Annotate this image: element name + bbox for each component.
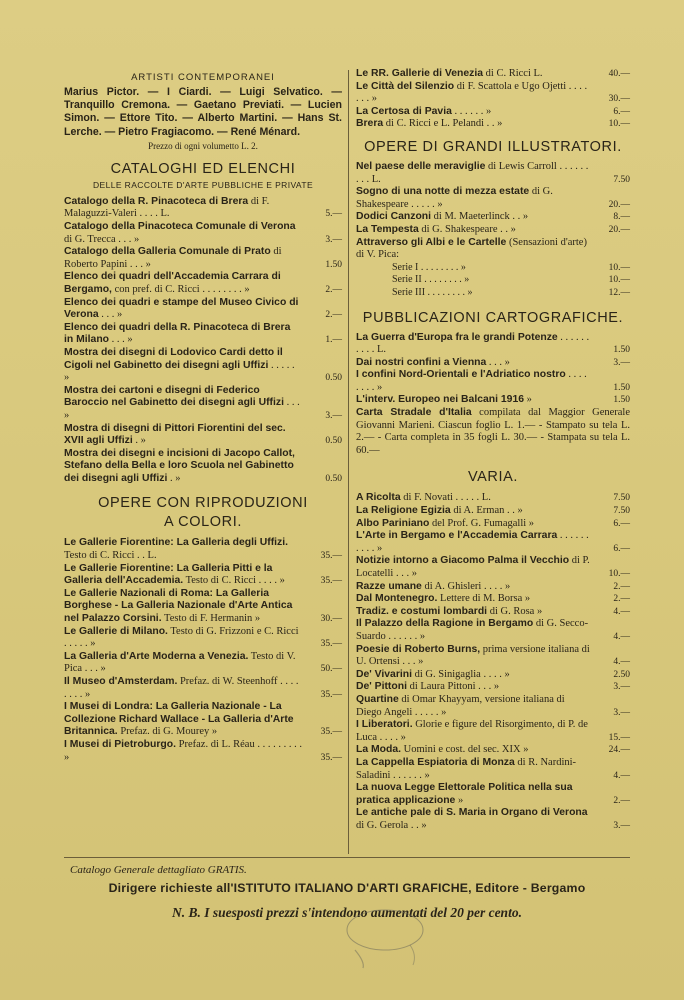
list-item [64,588,342,626]
entry-detail: » [455,794,464,806]
right-top-list [356,68,630,131]
entry-price: 35.— [320,551,342,562]
entry-title: La Cappella Espiatoria di Monza [356,756,515,768]
entry-title: Mostra dei cartoni e disegni di Federico Baroccio nel Gabinetto dei disegni agli Uffizi [64,384,284,409]
entry-price: 3.— [613,682,630,693]
entry-price: 35.— [320,689,342,700]
entry-detail: Glorie e figure del Risorgimento, di P. de Luca . . . . » [356,719,588,743]
entry-title: Razze umane [356,580,422,592]
entry-price: 3.— [325,234,342,245]
list-item [356,518,630,531]
entry-price: 1.50 [613,345,630,356]
entry-price: 5.— [325,209,342,220]
entry-detail: Testo di V. Pica . . . » [64,650,296,675]
entry-title: L'interv. Europeo nei Balcani 1916 [356,394,525,406]
entry-title: Dal Montenegro. [356,593,438,605]
list-item [356,593,630,606]
entry-title: Le Gallerie Fiorentine: La Galleria Pitti e la Galleria dell'Accademia. [64,562,273,587]
entry-price: 4.— [613,631,630,642]
entry-detail: Prefaz. di L. Réau . . . . . . . . . » [64,738,302,763]
entry-detail: Testo di C. Ricci . . . . » [183,575,285,587]
entry-title: A Ricolta [356,492,401,504]
entry-price: 6.— [613,106,630,117]
carta-stradale-title: Carta Stradale d'Italia [356,407,472,419]
list-item [356,530,630,555]
entry-detail: » [524,394,532,406]
list-item [356,492,630,505]
list-item [356,369,630,394]
entry-title: Mostra dei disegni e incisioni di Jacopo Callot, Stefano della Bella e loro Scuola nel Gabinetto dei disegni agli Uffizi [64,447,295,484]
entry-title: Attraverso gli Albi e le Cartelle [356,236,507,248]
list-item [64,221,342,246]
entry-detail: del Prof. G. Fumagalli » [429,517,535,529]
library-stamp [335,900,435,970]
artists-list: Marius Pictor. — I Ciardi. — Luigi Selvatico. — Tranquillo Cremona. — Gaetano Previati. — Lucien Simon. — Ettore Tito. — Alberto Martini. — Hans St. Lerche. — Pietro Fragiacomo. — René Ménard. [64,86,342,138]
entry-price: 3.— [613,707,630,718]
cataloghi-list [64,196,342,486]
entry-title: Sogno di una notte di mezza estate [356,186,530,198]
entry-detail: . . . » [486,356,510,368]
carta-stradale-text: compilata dal Maggior Generale Giovanni Marieni. Ciascun foglio L. 1.— - Stampato su tela L. 2.— - Carta completa in 35 fogli L. 30.— - Stampata su tela L. 60.— [356,407,631,456]
entry-detail: Uomini e cost. del sec. XIX » [401,744,529,756]
entry-detail: . » [132,435,146,447]
carto-heading: PUBBLICAZIONI CARTOGRAFICHE. [362,309,624,326]
entry-title: Le Gallerie di Milano. [64,625,168,637]
entry-price: 40.— [608,69,630,79]
opere-heading-2: A COLORI. [164,514,242,531]
list-item [356,782,630,807]
entry-detail: . . . » [64,397,300,421]
list-item [64,246,342,271]
entry-title: Le Gallerie Fiorentine: La Galleria degli Uffizi. [64,537,289,549]
entry-price: 0.50 [325,473,342,484]
entry-detail: di G. Sinigaglia . . . . » [412,668,510,680]
entry-price: 10.— [608,569,630,579]
entry-detail: di Lewis Carroll . . . . . . . . . L. [356,160,589,185]
entry-detail: Testo di F. Hermanin » [161,613,261,625]
list-item [356,644,630,669]
entry-price: 3.— [325,410,342,421]
entry-price: 30.— [608,94,630,105]
serie-item: Serie I . . . . . . . . » 10.— [392,261,630,273]
entry-price: 2.— [613,581,630,592]
entry-detail: di P. Locatelli . . . » [356,555,590,579]
entry-title: Quartine [356,693,399,705]
entry-detail: con pref. di C. Ricci . . . . . . . . » [111,283,250,295]
entry-price: 8.— [613,212,630,223]
entry-title: Elenco dei quadri e stampe del Museo Civico di Verona [64,296,299,321]
list-item [356,606,630,619]
entry-detail: Lettere di M. Borsa » [437,593,531,605]
list-item [356,106,630,119]
entry-title: Le antiche pale di S. Maria in Organo di Verona [356,807,588,819]
entry-title: Mostra dei disegni di Lodovico Cardi detto il Cigoli nel Gabinetto dei disegni agli Uffizi [64,346,283,371]
entry-price: 1.— [325,335,342,346]
entry-title: Elenco dei quadri della R. Pinacoteca di Brera in Milano [64,321,291,346]
entry-title: Il Museo d'Amsterdam. [64,676,178,687]
entry-title: Catalogo della R. Pinacoteca di Brera [64,195,249,207]
list-item [356,211,630,224]
entry-title: Le Gallerie Nazionali di Roma: La Galleria Borghese - La Galleria Nazionale d'Arte Antica nel Palazzo Corsini. [64,587,293,625]
entry-price: 24.— [608,745,630,756]
list-item [356,807,630,832]
list-item [356,186,630,211]
entry-detail: di R. Nardini-Saladini . . . . . . » [356,756,577,781]
entry-title: La Tempesta [356,223,419,235]
entry-title: I Musei di Londra: La Galleria Nazionale - La Collezione Richard Wallace - La Galleria d'Arte Britannica. [64,701,294,738]
entry-price: 35.— [320,576,342,587]
list-item [64,626,342,651]
right-column [356,68,630,832]
entry-title: Mostra di disegni di Pittori Fiorentini del sec. XVII agli Uffizi [64,422,286,447]
entry-price: 30.— [320,614,342,625]
carta-stradale-entry [356,407,630,457]
entry-title: Dai nostri confini a Vienna [356,356,487,368]
entry-detail: di A. Erman . . » [450,505,523,517]
entry-price: 1.50 [613,395,630,406]
entry-detail: Testo di C. Ricci . . L. [64,550,157,562]
footer-divider [64,857,630,858]
entry-title: Notizie intorno a Giacomo Palma il Vecchio [356,555,570,567]
list-item [64,297,342,322]
catalog-note: Catalogo Generale dettagliato GRATIS. [70,864,247,876]
entry-detail: Testo di G. Frizzoni e C. Ricci . . . . . » [64,625,299,650]
list-item [356,161,630,186]
list-item [356,68,630,81]
entry-detail: Prefaz. di G. Mourey » [117,726,218,738]
entry-price: 3.— [613,357,630,368]
entry-price: 15.— [608,732,630,743]
entry-price: 2.50 [613,669,630,680]
entry-price: 2.— [325,310,342,321]
entry-detail: di F. Scattola e Ugo Ojetti . . . . . . . » [356,80,588,105]
entry-price: 2.— [325,284,342,295]
price-increase-note: N. B. I suesposti prezzi s'intendono aumentati del 20 per cento. [172,905,522,920]
entry-price: 3.— [613,820,630,831]
list-item [356,694,630,719]
entry-title: Le RR. Gallerie di Venezia [356,68,484,79]
entry-title: La Guerra d'Europa fra le grandi Potenze [356,331,558,343]
entry-price: 50.— [320,664,342,675]
serie-item: Serie II . . . . . . . . » 10.— [392,274,630,286]
entry-title: I confini Nord-Orientali e l'Adriatico nostro [356,369,566,381]
carto-list [356,332,630,408]
entry-price: 12.— [608,287,630,298]
opere-heading: OPERE CON RIPRODUZIONI [98,495,308,512]
list-item [64,563,342,588]
entry-detail: prima versione italiana di U. Ortensi . . . » [356,643,590,668]
list-item [356,669,630,682]
entry-detail: di F. Novati . . . . . L. [400,492,491,504]
entry-price: 35.— [320,639,342,650]
entry-price: 10.— [608,275,630,286]
entry-title: Catalogo della Galleria Comunale di Prato [64,246,271,258]
entry-price: 4.— [613,770,630,781]
serie-item: Serie III . . . . . . . . » 12.— [392,286,630,298]
entry-detail: Prefaz. di W. Steenhoff . . . . . . . . » [64,676,299,700]
list-item [64,196,342,221]
left-column [64,68,342,764]
entry-price: 4.— [613,657,630,668]
list-item [356,394,630,407]
entry-detail: . . . . . . » [451,105,492,117]
list-item [64,537,342,562]
entry-detail: (Sensazioni d'arte) di V. Pica: [356,236,587,261]
entry-detail: di G. Rosa » [487,605,543,617]
list-item [64,448,342,486]
list-item [64,676,342,701]
artists-heading: ARTISTI CONTEMPORANEI [131,72,275,83]
entry-title: Tradiz. e costumi lombardi [356,605,488,617]
entry-price: 20.— [608,199,630,210]
entry-title: Il Palazzo della Ragione in Bergamo [356,618,534,630]
entry-detail: di C. Ricci L. [483,68,543,79]
list-item [356,357,630,370]
entry-title: I Liberatori. [356,719,413,731]
list-item [356,555,630,580]
list-item [356,332,630,357]
varia-list [356,492,630,832]
list-item [356,681,630,694]
entry-title: La nuova Legge Elettorale Politica nella sua pratica applicazione [356,782,573,806]
entry-price: 4.— [613,606,630,617]
list-item [64,701,342,739]
entry-title: Catalogo della Pinacoteca Comunale di Verona [64,221,296,232]
list-item [356,744,630,757]
entry-detail: . . . . . . . . » [356,369,587,393]
entry-title: Elenco dei quadri dell'Accademia Carrara di Bergamo, [64,271,281,295]
list-item [356,81,630,106]
list-item [356,719,630,744]
entry-price: 10.— [608,262,630,273]
entry-detail: . . . . . . . . . . » [356,530,589,554]
entry-detail: di A. Ghisleri . . . . » [421,580,511,592]
entry-detail: . . . » [109,334,133,346]
entry-detail: di Laura Pittoni . . . » [406,681,500,693]
entry-detail: . . . . . . . . . . L. [356,331,590,356]
entry-price: 35.— [320,752,342,763]
entry-detail: di C. Ricci e L. Pelandi . . » [383,118,503,130]
entry-title: La Moda. [356,744,402,756]
entry-detail: di G. Trecca . . . » [64,233,140,245]
list-item [356,618,630,643]
entry-price: 0.50 [325,436,342,447]
entry-detail: di M. Maeterlinck . . » [431,211,529,223]
list-item [356,757,630,782]
entry-title: Albo Pariniano [356,517,430,529]
entry-title: L'Arte in Bergamo e l'Accademia Carrara [356,530,558,542]
entry-title: La Religione Egizia [356,505,451,517]
entry-title: Le Città del Silenzio [356,80,455,92]
price-note: Prezzo di ogni volumetto L. 2. [148,140,258,151]
entry-price: 2.— [613,594,630,605]
publisher-address: Dirigere richieste all'ISTITUTO ITALIANO D'ARTI GRAFICHE, Editore - Bergamo [108,881,586,895]
list-item [64,347,342,385]
list-item [64,651,342,676]
list-item [356,505,630,518]
entry-price: 35.— [320,727,342,738]
entry-price: 6.— [613,518,630,529]
list-item [64,739,342,764]
entry-price: 0.50 [325,373,342,384]
entry-title: La Certosa di Pavia [356,105,452,117]
grandi-heading: OPERE DI GRANDI ILLUSTRATORI. [364,138,622,155]
entry-price: 20.— [608,224,630,235]
entry-title: La Galleria d'Arte Moderna a Venezia. [64,650,249,662]
list-item [64,385,342,423]
entry-title: Nel paese delle meraviglie [356,160,486,172]
entry-detail: di G. Shakespeare . . » [418,223,516,235]
opere-list [64,537,342,764]
entry-price: 2.— [613,795,630,806]
entry-detail: . » [167,472,181,484]
cataloghi-subheading: DELLE RACCOLTE D'ARTE PUBBLICHE E PRIVATE [92,179,314,190]
entry-title: Dodici Canzoni [356,211,432,223]
entry-detail: . . . » [98,309,123,321]
entry-detail: di F. Malaguzzi-Valeri . . . . L. [64,195,270,220]
entry-title: De' Pittoni [356,681,407,693]
list-item [356,118,630,131]
entry-price: 7.50 [613,493,630,504]
column-divider [348,70,349,854]
grandi-list [356,161,630,262]
entry-price: 1.50 [613,382,630,393]
entry-detail: di Omar Khayyam, versione italiana di Diego Angeli . . . . . » [356,693,565,718]
serie-list [356,262,630,300]
entry-detail: di G. Shakespeare . . . . . » [356,186,553,210]
list-item [356,237,630,262]
entry-detail: . . . . . » [64,359,295,384]
entry-title: I Musei di Pietroburgo. [64,738,176,750]
entry-title: De' Vivarini [356,668,412,680]
list-item [356,581,630,594]
entry-price: 1.50 [325,259,342,270]
entry-detail: di G. Gerola . . » [356,819,427,831]
entry-detail: di Roberto Papini . . . » [64,246,282,270]
entry-price: 7.50 [613,174,630,185]
entry-price: 7.50 [613,506,630,517]
varia-heading: VARIA. [467,469,519,486]
list-item [64,271,342,296]
list-item [356,224,630,237]
cataloghi-heading: CATALOGHI ED ELENCHI [110,160,296,177]
entry-title: Poesie di Roberto Burns, [356,643,481,655]
entry-title: Brera [356,118,384,130]
entry-price: 10.— [608,119,630,130]
list-item [64,322,342,347]
entry-price: 6.— [613,543,630,554]
entry-detail: di G. Secco-Suardo . . . . . . » [356,618,589,642]
list-item [64,423,342,448]
